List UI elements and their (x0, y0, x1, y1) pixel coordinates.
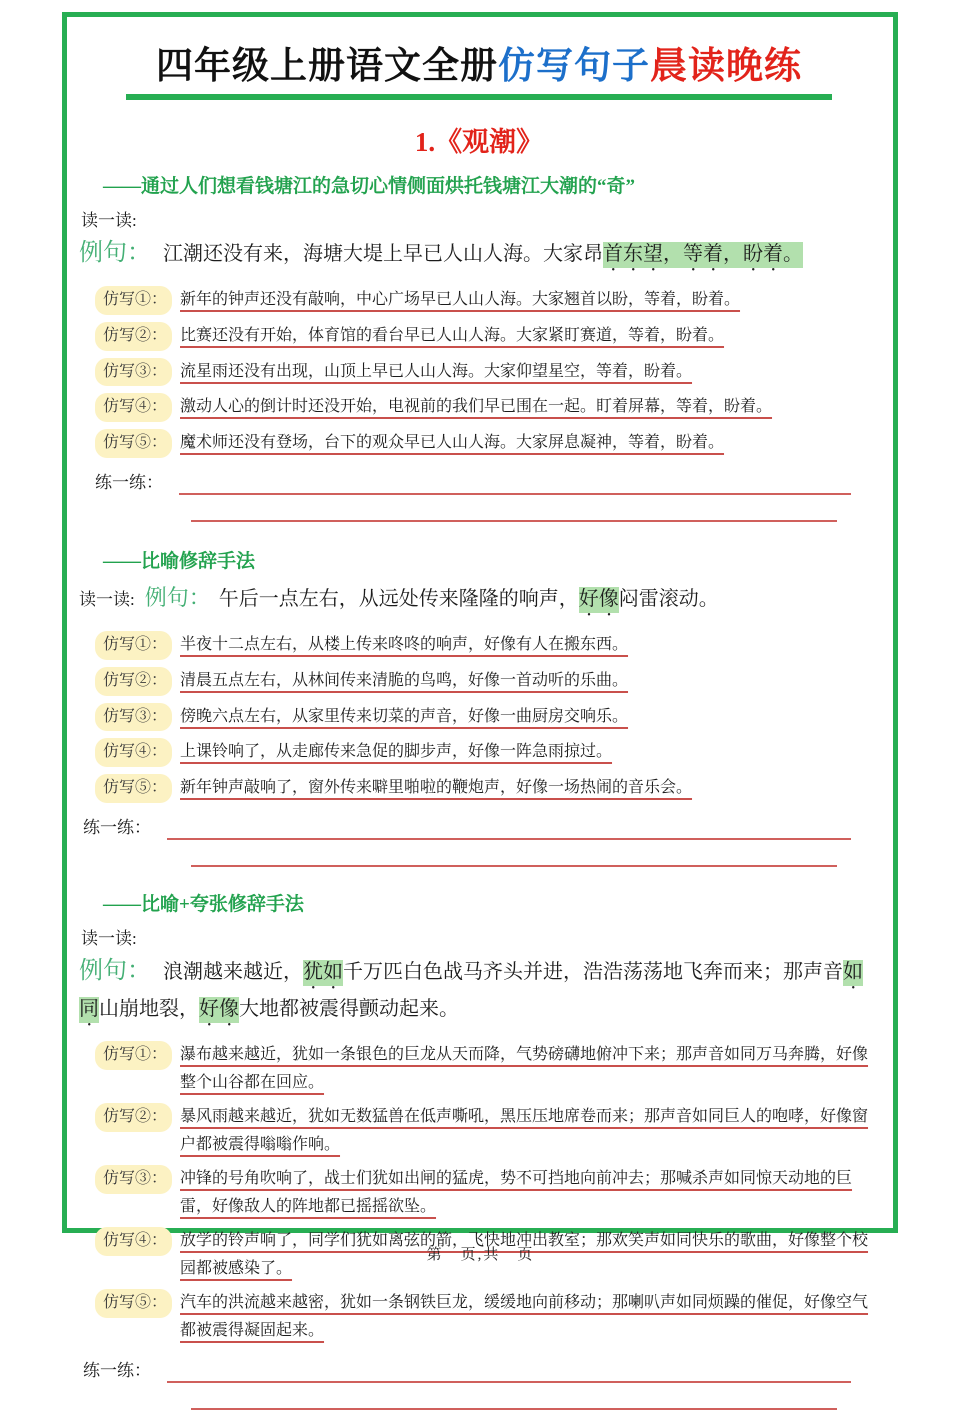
example-label: 例句： (144, 584, 211, 610)
section-header: ——比喻修辞手法 (103, 550, 256, 572)
practice-label: 练一练： (83, 817, 151, 837)
imitation-row (95, 667, 875, 696)
imitation-text: 新年的钟声还没有敲响，中心广场早已人山人海。大家翘首以盼，等着，盼着。 (180, 291, 741, 308)
imitation-text: 清晨五点左右，从林间传来清脆的鸟鸣，好像一首动听的乐曲。 (180, 671, 629, 689)
imitation-label: 仿写④： (95, 1227, 172, 1256)
imitation-text: 流星雨还没有出现，山顶上早已人山人海。大家仰望星空，等着，盼着。 (180, 362, 693, 380)
page-number-footer: 第 页,共 页 (426, 1247, 535, 1263)
practice-label: 练一练： (83, 1360, 151, 1380)
imitation-row (95, 774, 875, 803)
practice-blank-line (191, 1383, 837, 1410)
imitation-label: 仿写③： (95, 1165, 172, 1194)
section-hint: ——通过人们想看钱塘江的急切心情侧面烘托钱塘江大潮的“奇” (103, 176, 636, 197)
imitation-row (95, 322, 875, 351)
imitation-label: 仿写⑤： (95, 1289, 172, 1318)
example-text-plain: 江潮还没有来，海塘大堤上早已人山人海。大家昂 (163, 243, 603, 265)
imitation-label: 仿写②： (95, 1103, 172, 1132)
example-highlight: 好像 (199, 997, 239, 1023)
example-text: 千万匹白色战马齐头并进，浩浩荡荡地飞奔而来；那声音 (343, 960, 843, 983)
imitation-row (95, 358, 875, 387)
imitation-row (95, 286, 875, 315)
practice-row (83, 813, 851, 840)
example-text: 山崩地裂， (99, 997, 199, 1020)
imitation-label: 仿写⑤： (95, 429, 172, 458)
section-side-description (79, 171, 879, 522)
title-part-blue: 仿写句子 (498, 46, 650, 87)
imitation-label: 仿写④： (95, 738, 172, 767)
example-highlight: 首东望，等着，盼着。 (603, 242, 803, 268)
read-label: 读一读: (81, 928, 137, 948)
imitation-label: 仿写①： (95, 631, 172, 660)
practice-row (95, 468, 851, 495)
section-header: ——比喻+夸张修辞手法 (103, 893, 304, 915)
section-metaphor-hyperbole (79, 889, 879, 1410)
example-text: 大地都被震得颤动起来。 (239, 997, 459, 1020)
imitation-text: 魔术师还没有登场，台下的观众早已人山人海。大家屏息凝神，等着，盼着。 (180, 434, 725, 452)
imitation-row (95, 1103, 875, 1160)
practice-blank-line (191, 840, 837, 867)
imitation-row (95, 631, 875, 660)
title-double-underline (126, 94, 832, 100)
imitation-text: 比赛还没有开始，体育馆的看台早已人山人海。大家紧盯赛道，等着，盼着。 (180, 326, 725, 344)
example-highlight: 犹如 (303, 960, 343, 986)
imitation-row (95, 738, 875, 767)
example-text-pre: 午后一点左右，从远处传来隆隆的响声， (218, 587, 579, 610)
page-title (79, 35, 879, 89)
example-sentence (79, 953, 879, 1031)
practice-blank-line (179, 473, 851, 495)
imitation-text: 暴风雨越来越近，犹如无数猛兽在低声嘶吼，黑压压地席卷而来；那声音如同巨人的咆哮，好像窗户都被震得嗡嗡作响。 (180, 1107, 869, 1154)
imitation-text: 上课铃响了，从走廊传来急促的脚步声，好像一阵急雨掠过。 (180, 743, 613, 761)
lesson-title: 1.《观潮》 (414, 127, 544, 157)
imitation-label: 仿写②： (95, 322, 172, 351)
example-sentence (79, 235, 879, 276)
example-label: 例句： (79, 240, 151, 266)
practice-blank-line (167, 818, 851, 840)
imitation-text: 激动人心的倒计时还没开始，电视前的我们早已围在一起。盯着屏幕，等着，盼着。 (180, 398, 773, 416)
imitation-row (95, 1041, 875, 1098)
section-metaphor (79, 546, 879, 867)
imitation-row (95, 1165, 875, 1222)
imitation-label: 仿写②： (95, 667, 172, 696)
imitation-label: 仿写③： (95, 703, 172, 732)
practice-blank-line (191, 495, 837, 522)
practice-row (83, 1356, 851, 1383)
example-text-post: 闷雷滚动。 (618, 587, 719, 610)
imitation-label: 仿写①： (95, 286, 172, 315)
read-label: 读一读: (79, 589, 135, 609)
imitation-row (95, 393, 875, 422)
example-sentence (79, 581, 879, 621)
imitation-text: 半夜十二点左右，从楼上传来咚咚的响声，好像有人在搬东西。 (180, 635, 629, 653)
imitation-row (95, 1289, 875, 1346)
example-text: 浪潮越来越近， (163, 960, 303, 983)
imitation-label: 仿写④： (95, 393, 172, 422)
imitation-label: 仿写①： (95, 1041, 172, 1070)
example-highlight: 如同 (79, 960, 863, 1023)
imitation-row (95, 703, 875, 732)
practice-label: 练一练： (95, 472, 163, 492)
example-label: 例句： (79, 957, 151, 984)
imitation-text: 汽车的洪流越来越密，犹如一条钢铁巨龙，缓缓地向前移动；那喇叭声如同烦躁的催促，好像空气都被震得凝固起来。 (180, 1293, 869, 1340)
imitation-label: 仿写③： (95, 358, 172, 387)
title-part-black: 四年级上册语文全册 (156, 46, 498, 87)
imitation-text: 新年钟声敲响了，窗外传来噼里啪啦的鞭炮声，好像一场热闹的音乐会。 (180, 779, 693, 797)
imitation-row (95, 429, 875, 458)
imitation-text: 放学的铃声响了，同学们犹如离弦的箭，飞快地冲出教室；那欢笑声如同快乐的歌曲，好像整个校园都被感染了。 (180, 1231, 869, 1278)
imitation-text: 冲锋的号角吹响了，战士们犹如出闸的猛虎，势不可挡地向前冲去；那喊杀声如同惊天动地的巨雷，好像敌人的阵地都已摇摇欲坠。 (180, 1169, 853, 1216)
title-part-red: 晨读晚练 (650, 46, 802, 87)
imitation-label: 仿写⑤： (95, 774, 172, 803)
example-highlight: 好像 (579, 587, 619, 613)
imitation-text: 傍晚六点左右，从家里传来切菜的声音，好像一曲厨房交响乐。 (180, 707, 629, 725)
practice-blank-line (167, 1361, 851, 1383)
read-label: 读一读: (81, 211, 137, 230)
imitation-text: 瀑布越来越近，犹如一条银色的巨龙从天而降，气势磅礴地俯冲下来；那声音如同万马奔腾，好像整个山谷都在回应。 (180, 1045, 869, 1092)
